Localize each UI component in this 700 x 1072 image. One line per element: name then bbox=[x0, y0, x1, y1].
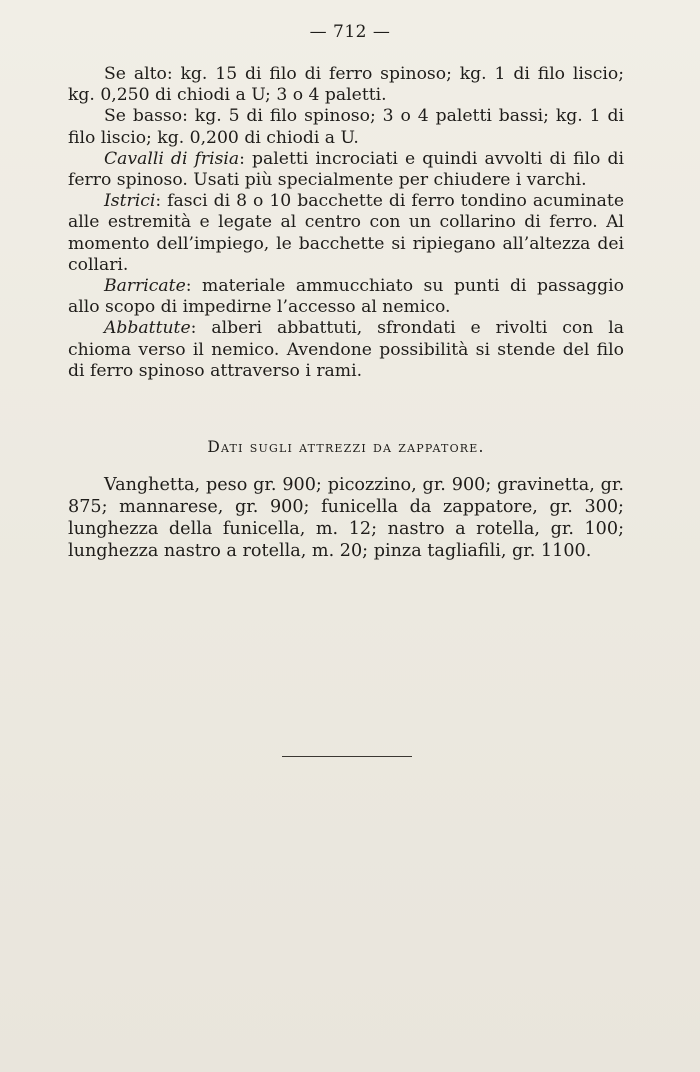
paragraph-abbattute bbox=[68, 318, 624, 382]
paragraph-text: : alberi abbattuti, sfrondati e rivolti con la chioma verso il nemico. Avendone possibilità si stende del filo di ferro spinoso attraverso i rami. bbox=[68, 318, 624, 381]
paragraph-text: Se alto: kg. 15 di filo di ferro spinoso; kg. 1 di filo liscio; kg. 0,250 di chiodi a U; 3 o 4 paletti. bbox=[68, 64, 624, 106]
term-cavalli-di-frisia: Cavalli di frisia bbox=[104, 148, 240, 169]
paragraph-se-alto bbox=[68, 64, 624, 106]
paragraph-istrici bbox=[68, 191, 624, 276]
section-title: Dati sugli attrezzi da zappatore. bbox=[207, 438, 485, 457]
paragraph-text: : fasci di 8 o 10 bacchette di ferro tondino acuminate alle estremità e legate al centro con un collarino di ferro. Al momento dell’impiego, le bacchette si ripiegano all’altezza dei collari. bbox=[68, 191, 624, 275]
page-body bbox=[68, 64, 624, 562]
paragraph-barricate bbox=[68, 276, 624, 318]
term-istrici: Istrici bbox=[104, 191, 156, 212]
page-number: — 712 — bbox=[309, 22, 391, 42]
paragraph-text: : paletti incrociati e quindi avvolti di filo di ferro spinoso. Usati più specialmente per chiudere i varchi. bbox=[68, 148, 624, 191]
end-rule bbox=[282, 756, 412, 757]
term-barricate: Barricate bbox=[104, 276, 186, 297]
paragraph-se-basso bbox=[68, 106, 624, 148]
paragraph-text: Se basso: kg. 5 di filo spinoso; 3 o 4 paletti bassi; kg. 1 di filo liscio; kg. 0,200 di chiodi a U. bbox=[68, 106, 624, 148]
term-abbattute: Abbattute bbox=[104, 318, 191, 339]
paragraph-text: : materiale ammucchiato su punti di passaggio allo scopo di impedirne l’accesso al nemico. bbox=[68, 276, 624, 318]
paragraph-cavalli-di-frisia bbox=[68, 149, 624, 191]
tools-data-paragraph: Vanghetta, peso gr. 900; picozzino, gr. 900; gravinetta, gr. 875; mannarese, gr. 900; funicella da zappatore, gr. 300; lunghezza della funicella, m. 12; nastro a rotella, gr. 100; lunghezza nastro a rotella, m. 20; pinza tagliafili, gr. 1100. bbox=[68, 475, 624, 562]
